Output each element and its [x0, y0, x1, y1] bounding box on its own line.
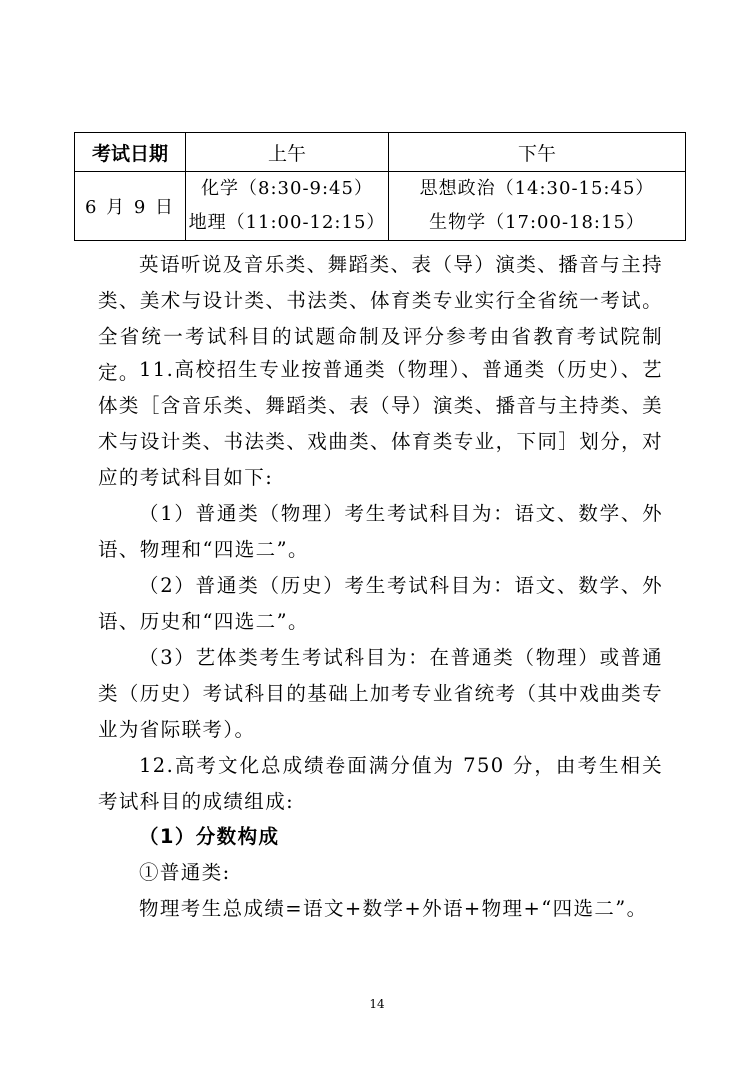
table-header-row: [75, 133, 686, 172]
morning-cell: [186, 172, 389, 241]
subheading-score-composition: （1）分数构成: [139, 825, 280, 848]
exam-date-cell: 6 月 9 日: [75, 172, 186, 241]
table-row: [75, 172, 686, 241]
paragraph-physics-track: （1）普通类（物理）考生考试科目为：语文、数学、外语、物理和“四选二”。: [98, 502, 663, 561]
header-morning: 上午: [186, 133, 389, 172]
morning-exam-2: 地理（11:00-12:15）: [188, 212, 386, 233]
afternoon-exam-1: 思想政治（14:30-15:45）: [419, 178, 655, 199]
paragraph-11: 11.高校招生专业按普通类（物理）、普通类（历史）、艺体类［含音乐类、舞蹈类、表（导）演类、播音与主持类、美术与设计类、书法类、戏曲类、体育类专业，下同］划分，对应的考试科目如下:: [98, 358, 663, 489]
item-label-general: ①普通类:: [139, 861, 231, 884]
header-afternoon: 下午: [389, 133, 686, 172]
formula-physics-total: 物理考生总成绩=语文+数学+外语+物理+“四选二”。: [139, 897, 648, 920]
exam-schedule-table: [74, 132, 686, 241]
paragraph-unified-exam: 英语听说及音乐类、舞蹈类、表（导）演类、播音与主持类、美术与设计类、书法类、体育类专业实行全省统一考试。全省统一考试科目的试题命制及评分参考由省教育考试院制定。: [98, 253, 663, 384]
morning-exam-1: 化学（8:30-9:45）: [201, 178, 373, 199]
header-exam-date: 考试日期: [75, 133, 186, 172]
afternoon-exam-2: 生物学（17:00-18:15）: [429, 212, 645, 233]
paragraph-12: 12.高考文化总成绩卷面满分值为 750 分，由考生相关考试科目的成绩组成:: [98, 754, 663, 813]
afternoon-cell: [389, 172, 686, 241]
paragraph-history-track: （2）普通类（历史）考生考试科目为：语文、数学、外语、历史和“四选二”。: [98, 574, 663, 633]
page-number: 14: [369, 997, 385, 1011]
paragraph-arts-track: （3）艺体类考生考试科目为：在普通类（物理）或普通类（历史）考试科目的基础上加考专业省统考（其中戏曲类专业为省际联考）。: [98, 646, 663, 741]
